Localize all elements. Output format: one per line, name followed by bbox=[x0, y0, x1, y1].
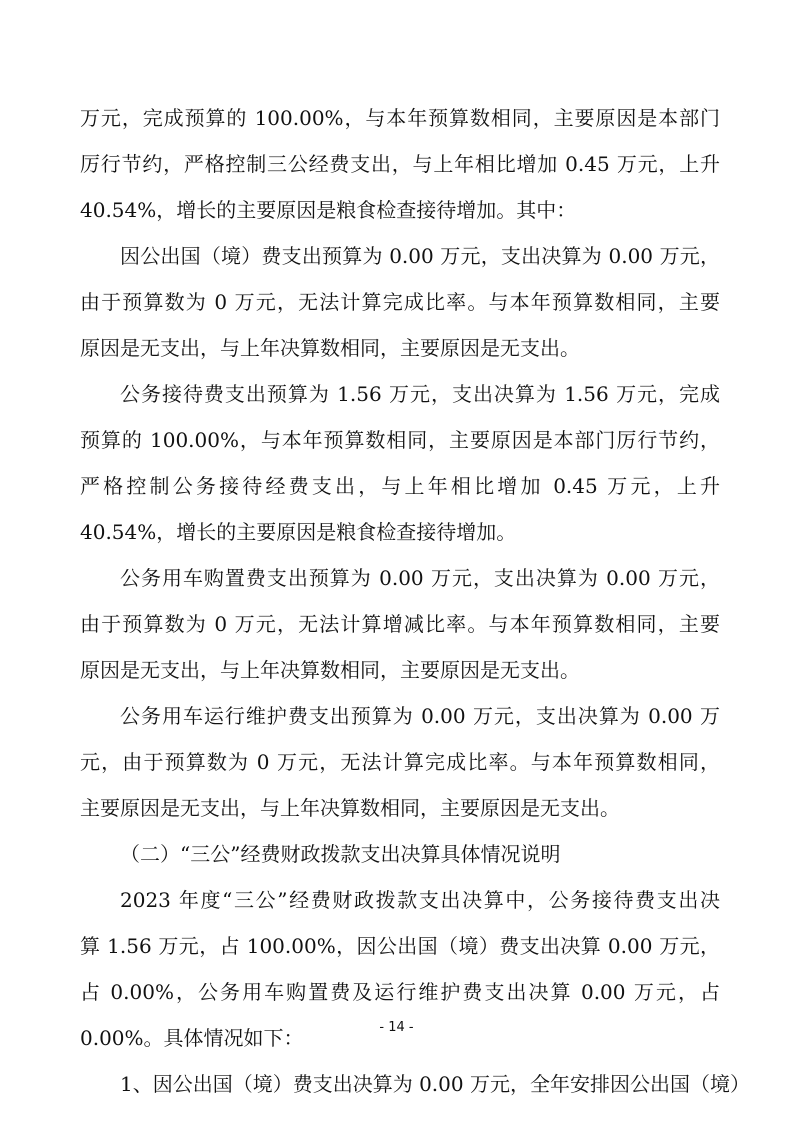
paragraph-1 bbox=[80, 95, 720, 233]
document-body bbox=[80, 95, 750, 1107]
text-line: 原因是无支出，与上年决算数相同，主要原因是无支出。 bbox=[80, 658, 580, 682]
text-line: 40.54%，增长的主要原因是粮食检查接待增加。 bbox=[80, 520, 517, 544]
text-line: 由于预算数为 0 万元，无法计算完成比率。与本年预算数相同，主要 bbox=[80, 290, 720, 314]
text-line: 厉行节约，严格控制三公经费支出，与上年相比增加 0.45 万元，上升 bbox=[80, 152, 720, 176]
text-line: （二）“三公”经费财政拨款支出决算具体情况说明 bbox=[120, 842, 561, 866]
paragraph-4 bbox=[80, 555, 720, 693]
text-line: 主要原因是无支出，与上年决算数相同，主要原因是无支出。 bbox=[80, 796, 620, 820]
text-line: 原因是无支出，与上年决算数相同，主要原因是无支出。 bbox=[80, 336, 580, 360]
page-number: - 14 - bbox=[379, 1020, 414, 1035]
text-line: 因公出国（境）费支出预算为 0.00 万元，支出决算为 0.00 万元， bbox=[120, 244, 720, 268]
text-line: 算 1.56 万元，占 100.00%，因公出国（境）费支出决算 0.00 万元， bbox=[80, 934, 720, 958]
text-line: 0.00%。具体情况如下： bbox=[80, 1026, 304, 1050]
paragraph-2 bbox=[80, 233, 720, 371]
text-line: 由于预算数为 0 万元，无法计算增减比率。与本年预算数相同，主要 bbox=[80, 612, 720, 636]
paragraph-8 bbox=[80, 1061, 750, 1107]
text-line: 严格控制公务接待经费支出，与上年相比增加 0.45 万元，上升 bbox=[80, 474, 720, 498]
paragraph-5 bbox=[80, 693, 720, 831]
text-line: 万元，完成预算的 100.00%，与本年预算数相同，主要原因是本部门 bbox=[80, 106, 720, 130]
text-line: 预算的 100.00%，与本年预算数相同，主要原因是本部门厉行节约， bbox=[80, 428, 720, 452]
text-line: 公务用车运行维护费支出预算为 0.00 万元，支出决算为 0.00 万 bbox=[120, 704, 720, 728]
text-line: 元，由于预算数为 0 万元，无法计算完成比率。与本年预算数相同， bbox=[80, 750, 720, 774]
text-line: 40.54%，增长的主要原因是粮食检查接待增加。其中： bbox=[80, 198, 577, 222]
text-line: 占 0.00%，公务用车购置费及运行维护费支出决算 0.00 万元，占 bbox=[80, 980, 720, 1004]
text-line: 2023 年度“三公”经费财政拨款支出决算中，公务接待费支出决 bbox=[120, 888, 720, 912]
text-line: 公务用车购置费支出预算为 0.00 万元，支出决算为 0.00 万元， bbox=[120, 566, 720, 590]
section-heading bbox=[80, 831, 720, 877]
text-line: 公务接待费支出预算为 1.56 万元，支出决算为 1.56 万元，完成 bbox=[120, 382, 720, 406]
text-line: 1、因公出国（境）费支出决算为 0.00 万元，全年安排因公出国（境） bbox=[120, 1072, 750, 1096]
paragraph-3 bbox=[80, 371, 720, 555]
